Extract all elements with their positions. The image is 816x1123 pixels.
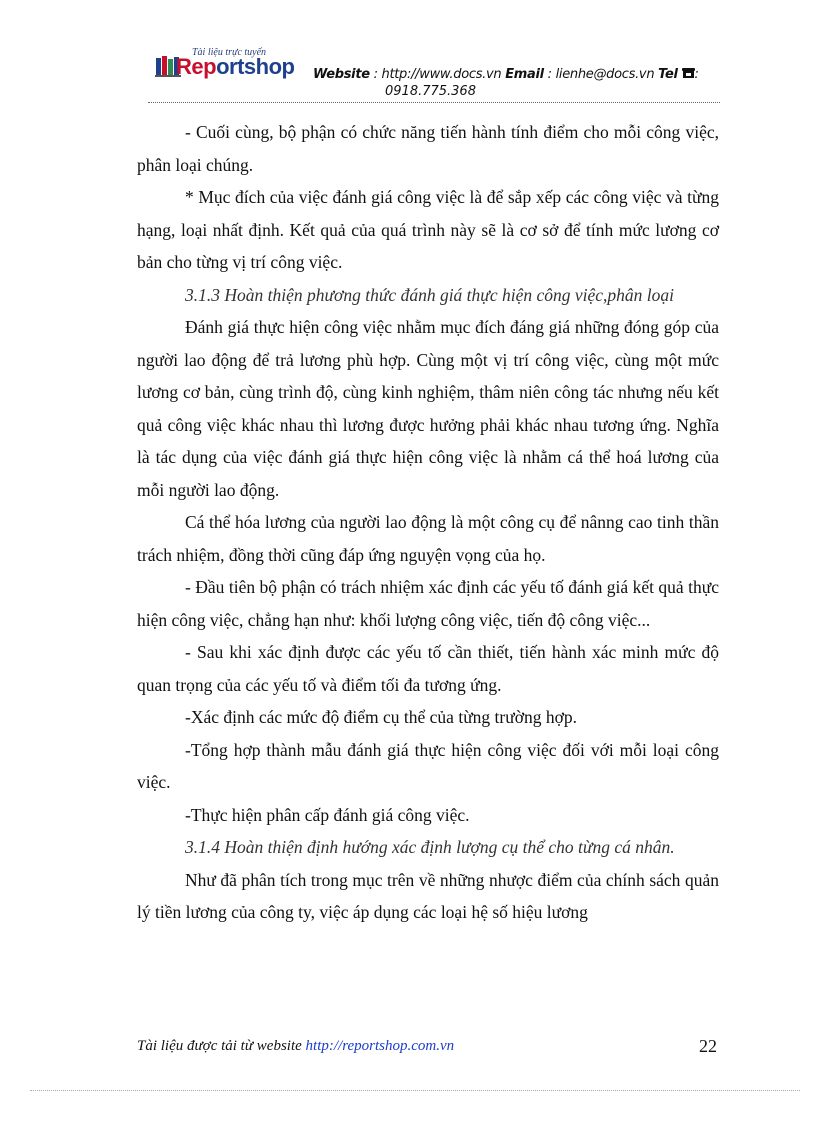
page-number: 22 [699, 1036, 717, 1056]
page-footer [137, 1038, 719, 1062]
document-body [137, 116, 719, 929]
body-paragraph: - Sau khi xác định được các yếu tố cần thiết, tiến hành xác minh mức độ quan trọng của các yếu tố và điểm tối đa tương ứng. [137, 642, 719, 695]
reportshop-logo[interactable] [150, 40, 310, 84]
tel-label: Tel [658, 67, 678, 82]
body-paragraph: Đánh giá thực hiện công việc nhằm mục đích đáng giá những đóng góp của người lao động để trả lương phù hợp. Cùng một vị trí công việc, cùng một mức lương cơ bản, cùng trình độ, cùng kinh nghiệm, thâm niên công tác nhưng nếu kết quả công việc khác nhau thì lương được hưởng phải khác nhau tương ứng. Nghĩa là tác dụng của việc đánh giá thực hiện công việc là nhằm cá thể hoá lương của mỗi người lao động. [137, 317, 719, 500]
logo-wordmark: Reportshop [176, 54, 295, 79]
body-paragraph: - Cuối cùng, bộ phận có chức năng tiến hành tính điểm cho mỗi công việc, phân loại chúng. [137, 122, 719, 175]
page-header [150, 40, 720, 100]
body-paragraph: -Xác định các mức độ điểm cụ thể của từng trường hợp. [185, 707, 577, 727]
contact-line: Website : http://www.docs.vn Email : lienhe@docs.vn Tel : [313, 67, 699, 82]
email-label: Email [505, 67, 544, 82]
footer-source: Tài liệu được tải từ website http://reportshop.com.vn [137, 1038, 455, 1054]
body-paragraph: Cá thể hóa lương của người lao động là một công cụ để nânng cao tinh thần trách nhiệm, đồng thời cũng đáp ứng nguyện vọng của họ. [137, 512, 719, 565]
body-paragraph: Như đã phân tích trong mục trên về những nhược điểm của chính sách quản lý tiền lương của công ty, việc áp dụng các loại hệ số hiệu lương [137, 869, 719, 922]
page-bottom-divider [30, 1090, 800, 1091]
section-heading: 3.1.3 Hoàn thiện phương thức đánh giá thực hiện công việc,phân loại [185, 284, 675, 305]
section-heading: 3.1.4 Hoàn thiện định hướng xác định lượng cụ thể cho từng cá nhân. [185, 837, 675, 857]
phone-icon [682, 67, 695, 79]
body-paragraph: - Đầu tiên bộ phận có trách nhiệm xác định các yếu tố đánh giá kết quả thực hiện công việc, chẳng hạn như: khối lượng công việc, tiến độ công việc... [137, 577, 719, 630]
website-value[interactable]: : http://www.docs.vn [373, 67, 502, 82]
email-value[interactable]: : lienhe@docs.vn [547, 67, 655, 82]
body-paragraph: * Mục đích của việc đánh giá công việc là để sắp xếp các công việc và từng hạng, loại nhất định. Kết quả của quá trình này sẽ là cơ sở để tính mức lương cơ bản cho từng vị trí công việc. [137, 187, 719, 272]
website-label: Website [313, 67, 370, 82]
body-paragraph: -Tổng hợp thành mẫu đánh giá thực hiện công việc đối với mỗi loại công việc. [137, 739, 719, 792]
header-divider [148, 102, 720, 103]
footer-link[interactable]: http://reportshop.com.vn [305, 1038, 455, 1054]
logo-tagline: Tài liệu trực tuyến [192, 47, 267, 58]
phone-number: 0918.775.368 [385, 84, 476, 99]
body-paragraph: -Thực hiện phân cấp đánh giá công việc. [185, 804, 470, 825]
